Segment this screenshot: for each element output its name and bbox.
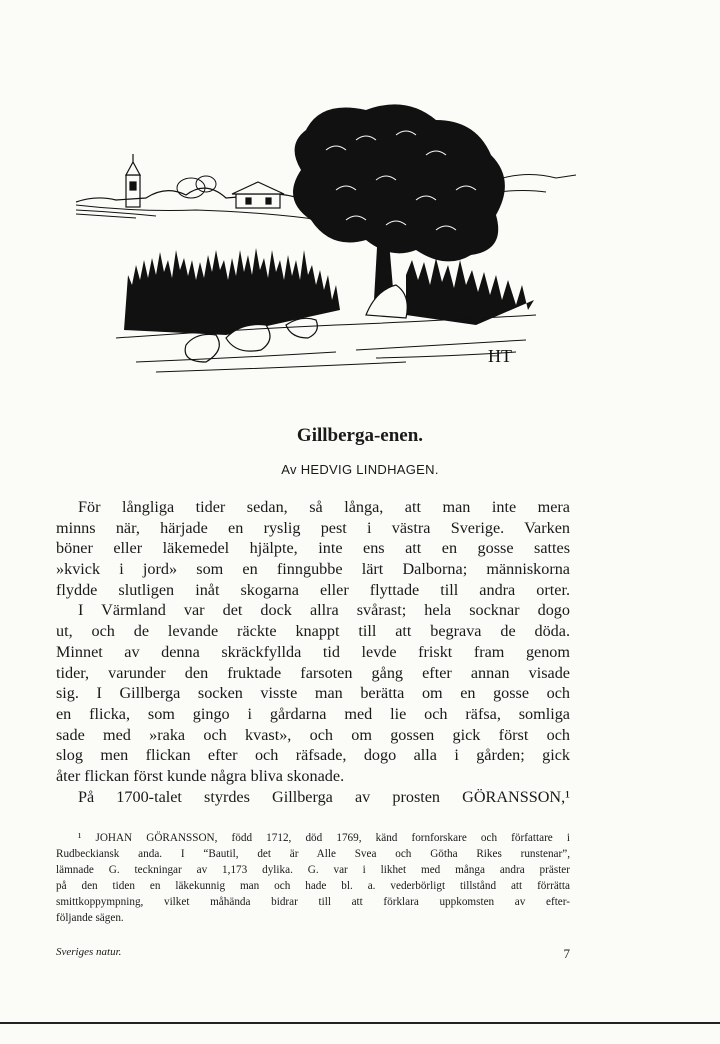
body-line: flydde slutligen inåt skogarna eller flyttade till andra orter. bbox=[56, 580, 570, 599]
footnote-line: ¹ JOHAN GÖRANSSON, född 1712, död 1769, känd fornforskare och författare i bbox=[78, 832, 570, 844]
body-line: tider, varunder den fruktade farsoten gång efter annan visade bbox=[56, 663, 570, 682]
far-trees bbox=[177, 176, 216, 198]
body-line: »kvick i jord» som en finngubbe lärt Dalborna; människorna bbox=[56, 560, 570, 579]
body-line: sade med »raka och kvast», och om gossen gick först och bbox=[56, 725, 570, 744]
footnote-line: smittkoppympning, vilket måhända bidrar till att förklara uppkomsten av efter- bbox=[56, 896, 570, 908]
body-line: en flicka, som gingo i gårdarna med lie och räfsa, somliga bbox=[56, 704, 570, 723]
body-line: sig. I Gillberga socken visste man berätta om en gosse och bbox=[56, 684, 570, 703]
body-line: Minnet av denna skräckfyllda tid levde friskt fram genom bbox=[56, 642, 570, 661]
farmhouse bbox=[232, 182, 284, 208]
footnotes bbox=[56, 830, 570, 926]
juniper-tree bbox=[293, 104, 505, 300]
bottom-rule bbox=[0, 1022, 720, 1024]
landscape-illustration bbox=[76, 100, 576, 390]
article-body bbox=[56, 497, 570, 807]
article-title: Gillberga-enen. bbox=[296, 425, 424, 446]
footnote-line: lämnade G. teckningar av 1,173 dylika. G. var i likhet med många andra präster bbox=[56, 864, 570, 876]
body-line: åter flickan först kunde några bliva skonade. bbox=[56, 766, 345, 785]
illustration-signature: HT bbox=[488, 346, 512, 366]
body-line: På 1700-talet styrdes Gillberga av prosten GÖRANSSON,¹ bbox=[78, 787, 570, 806]
article-byline: Av HEDVIG LINDHAGEN. bbox=[281, 462, 439, 477]
body-line: ut, och de levande räckte knappt till att begrava de döda. bbox=[56, 622, 570, 641]
conifer-forest bbox=[124, 248, 534, 335]
body-line: slog men flickan efter och räfsade, dogo alla i gården; gick bbox=[56, 746, 570, 765]
page-number: 7 bbox=[563, 946, 570, 961]
body-line: böner eller läkemedel hjälpte, inte ens att en gosse sattes bbox=[56, 539, 570, 558]
page-footer bbox=[56, 946, 570, 961]
footer-source: Sveriges natur. bbox=[56, 946, 122, 958]
footnote-line: Rudbeckiansk anda. I “Bautil, det är Alle Svea och Götha Rikes runstenar”, bbox=[56, 848, 570, 860]
footnote-line: följande sägen. bbox=[56, 912, 124, 924]
body-line: I Värmland var det dock allra svårast; hela socknar dogo bbox=[78, 601, 570, 620]
body-line: För långliga tider sedan, så långa, att man inte mera bbox=[78, 498, 570, 516]
body-line: minns när, härjade en ryslig pest i västra Sverige. Varken bbox=[56, 518, 570, 537]
footnote-line: på den tiden en läkekunnig man och hade bl. a. vederbörligt tillstånd att förrätta bbox=[56, 880, 570, 892]
